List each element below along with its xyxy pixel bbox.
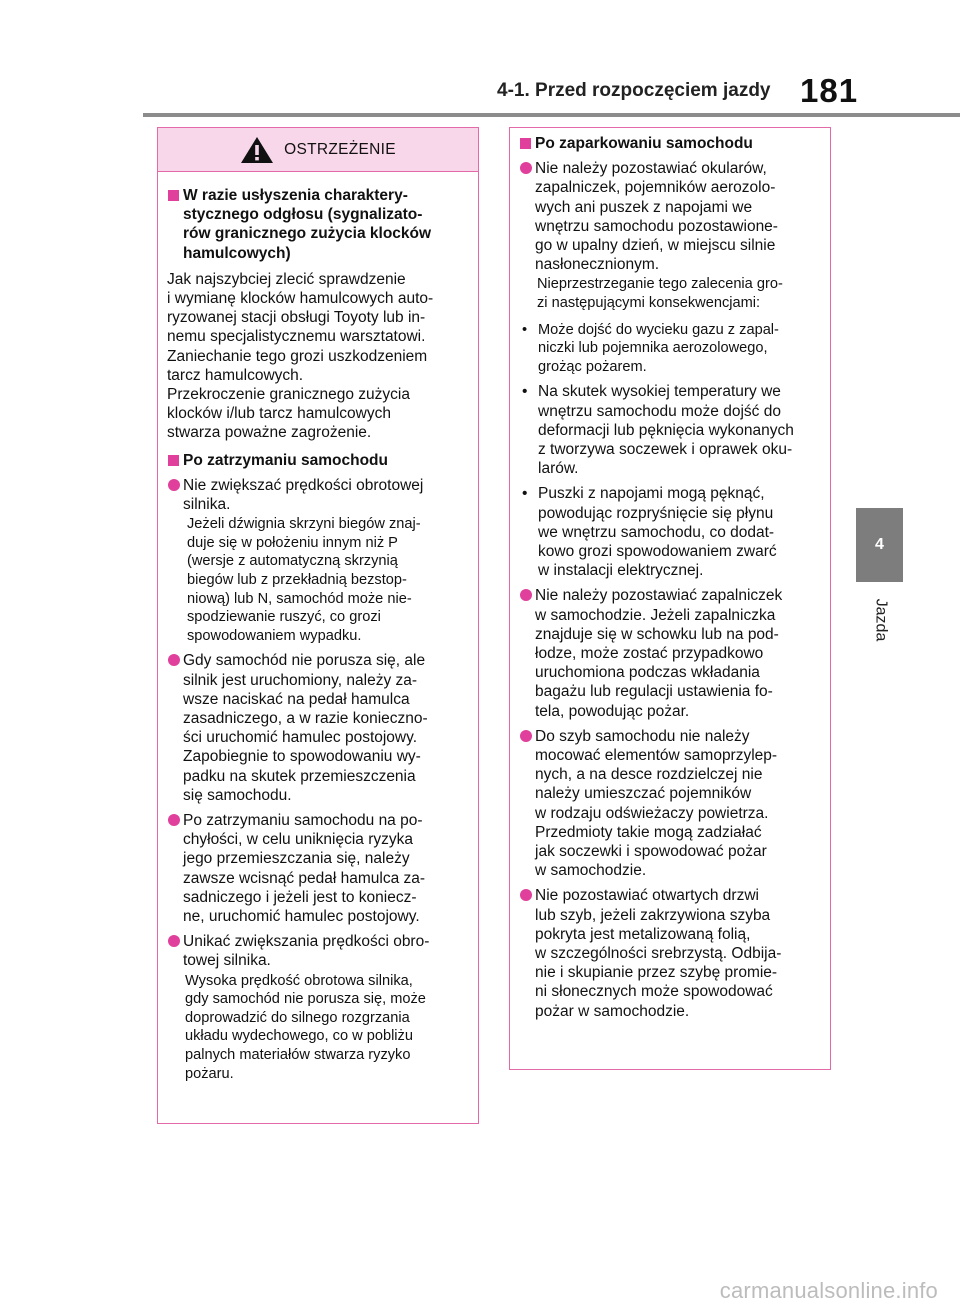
chapter-tab[interactable] bbox=[856, 508, 903, 582]
warning-title: OSTRZEŻENIE bbox=[284, 140, 396, 158]
dot-bullet-icon bbox=[520, 889, 532, 901]
warning-triangle-icon bbox=[240, 136, 274, 164]
item-text: Nie zwiększać prędkości obrotowej silnika. bbox=[183, 476, 424, 514]
list-item bbox=[167, 932, 471, 1083]
watermark[interactable]: carmanualsonline.info bbox=[719, 1278, 938, 1303]
heading-after-parking bbox=[519, 134, 823, 153]
list-item bbox=[519, 586, 823, 720]
heading-text: W razie usłyszenia charaktery- stycznego odgłosu (sygnalizato- rów granicznego zużycia klocków hamulcowych) bbox=[183, 187, 432, 262]
list-item bbox=[167, 476, 471, 646]
item-note: Wysoka prędkość obrotowa silnika, gdy samochód nie porusza się, może doprowadzić do silnego rozgrzania układu wydechowego, co w pobliżu palnych materiałów stwarza ryzyko pożaru. bbox=[185, 972, 426, 1082]
dot-bullet-icon bbox=[168, 654, 180, 666]
item-text: Do szyb samochodu nie należy mocować elementów samoprzylep- nych, a na desce rozdzielczej nie należy umieszczać pojemników w rodzaju odświeżaczy powietrza. Przedmioty takie mogą zadziałać jak soczewki i spowodować pożar w samochodzie. bbox=[535, 727, 778, 880]
dot-bullet-icon bbox=[168, 479, 180, 491]
dot-bullet-icon bbox=[520, 589, 532, 601]
section-title: 4-1. Przed rozpoczęciem jazdy bbox=[497, 80, 771, 101]
bullet-icon: • bbox=[522, 485, 528, 503]
bullet-item bbox=[519, 484, 823, 580]
heading-text: Po zatrzymaniu samochodu bbox=[183, 451, 388, 469]
bullet-text: Może dojść do wycieku gazu z zapal- niczki lub pojemnika aerozolowego, grożąc pożarem. bbox=[538, 321, 779, 375]
dot-bullet-icon bbox=[520, 730, 532, 742]
chapter-label bbox=[853, 590, 907, 650]
bullet-icon: • bbox=[522, 383, 528, 401]
bullet-item bbox=[519, 321, 823, 377]
warning-heading-after-stop bbox=[167, 451, 471, 470]
square-bullet-icon bbox=[520, 138, 531, 149]
chapter-label-text: Jazda bbox=[871, 598, 889, 642]
warning-heading-brake-pads bbox=[167, 186, 471, 263]
bullet-text: Na skutek wysokiej temperatury we wnętrzu samochodu może dojść do deformacji lub pęknięcia wykonanych z tworzywa soczewek i oprawek oku- larów. bbox=[538, 383, 794, 478]
item-text: Nie należy pozostawiać zapalniczek w samochodzie. Jeżeli zapalniczka znajduje się w schowku lub na pod- łodze, może zostać przypadkowo uruchomiona podczas wkładania bagażu lub regulacji ustawienia fo- tela, powodując pożar. bbox=[535, 587, 783, 720]
item-note: Nieprzestrzeganie tego zalecenia gro- zi następującymi konsekwencjami: bbox=[537, 276, 783, 312]
warning-box bbox=[157, 127, 479, 1124]
list-item bbox=[519, 159, 823, 312]
square-bullet-icon bbox=[168, 455, 179, 466]
warning-header bbox=[158, 128, 478, 172]
parking-warning-box bbox=[509, 127, 831, 1070]
item-note: Jeżeli dźwignia skrzyni biegów znaj- duje się w położeniu innym niż P (wersje z automatyczną skrzynią biegów lub z przekładnią bezstop- niową) lub N, samochód może nie- spodziewanie ruszyć, co grozi spowodowaniem wypadku. bbox=[187, 516, 421, 644]
item-text: Unikać zwiększania prędkości obro- towej silnika. bbox=[183, 933, 430, 970]
item-text: Gdy samochód nie porusza się, ale silnik jest uruchomiony, należy za- wsze naciskać na pedał hamulca zasadniczego, a w razie konieczno- ści uruchomić hamulec postojowy. Zapobiegnie to spowodowaniu wy- padku na skutek przemieszczenia się samochodu. bbox=[183, 652, 428, 804]
bullet-icon: • bbox=[522, 321, 528, 338]
dot-bullet-icon bbox=[520, 162, 532, 174]
item-text: Nie pozostawiać otwartych drzwi lub szyb, jeżeli zakrzywiona szyba pokryta jest metalizowaną folią, w szczególności srebrzystą. Odbija- nie i skupianie przez szybę promie- ni słonecznych może spowodować pożar w samochodzie. bbox=[535, 887, 782, 1020]
item-text: Nie należy pozostawiać okularów, zapalniczek, pojemników aerozolo- wych ani puszek z napojami we wnętrzu samochodu pozostawione- go w upalny dzień, w miejscu silnie nasłonecznionym. bbox=[535, 160, 778, 274]
heading-text: Po zaparkowaniu samochodu bbox=[535, 135, 753, 152]
header-rule bbox=[143, 113, 960, 117]
bullet-item bbox=[519, 382, 823, 478]
list-item bbox=[167, 811, 471, 926]
item-text: Po zatrzymaniu samochodu na po- chyłości, w celu uniknięcia ryzyka jego przemieszczania się, należy zawsze wcisnąć pedał hamulca za- sadniczego i jeżeli jest to koniecz- ne, uruchomić hamulec postojowy. bbox=[183, 812, 426, 926]
page-number: 181 bbox=[800, 72, 859, 109]
chapter-number: 4 bbox=[875, 536, 884, 553]
paragraph: Jak najszybciej zlecić sprawdzenie i wymianę klocków hamulcowych auto- ryzowanej stacji obsługi Toyoty lub in- nemu specjalistycznemu warsztatowi. Zaniechanie tego grozi uszkodzeniem tarcz hamulcowych. Przekroczenie granicznego zużycia klocków i/lub tarcz hamulcowych stwarza poważne zagrożenie. bbox=[167, 270, 434, 442]
list-item bbox=[519, 886, 823, 1020]
list-item bbox=[167, 651, 471, 805]
dot-bullet-icon bbox=[168, 935, 180, 947]
square-bullet-icon bbox=[168, 190, 179, 201]
dot-bullet-icon bbox=[168, 814, 180, 826]
list-item bbox=[519, 727, 823, 881]
bullet-text: Puszki z napojami mogą pęknąć, powodując rozpryśnięcie się płynu we wnętrzu samochodu, co dodat- kowo grozi spowodowaniem zwarć w instalacji elektrycznej. bbox=[538, 485, 777, 580]
